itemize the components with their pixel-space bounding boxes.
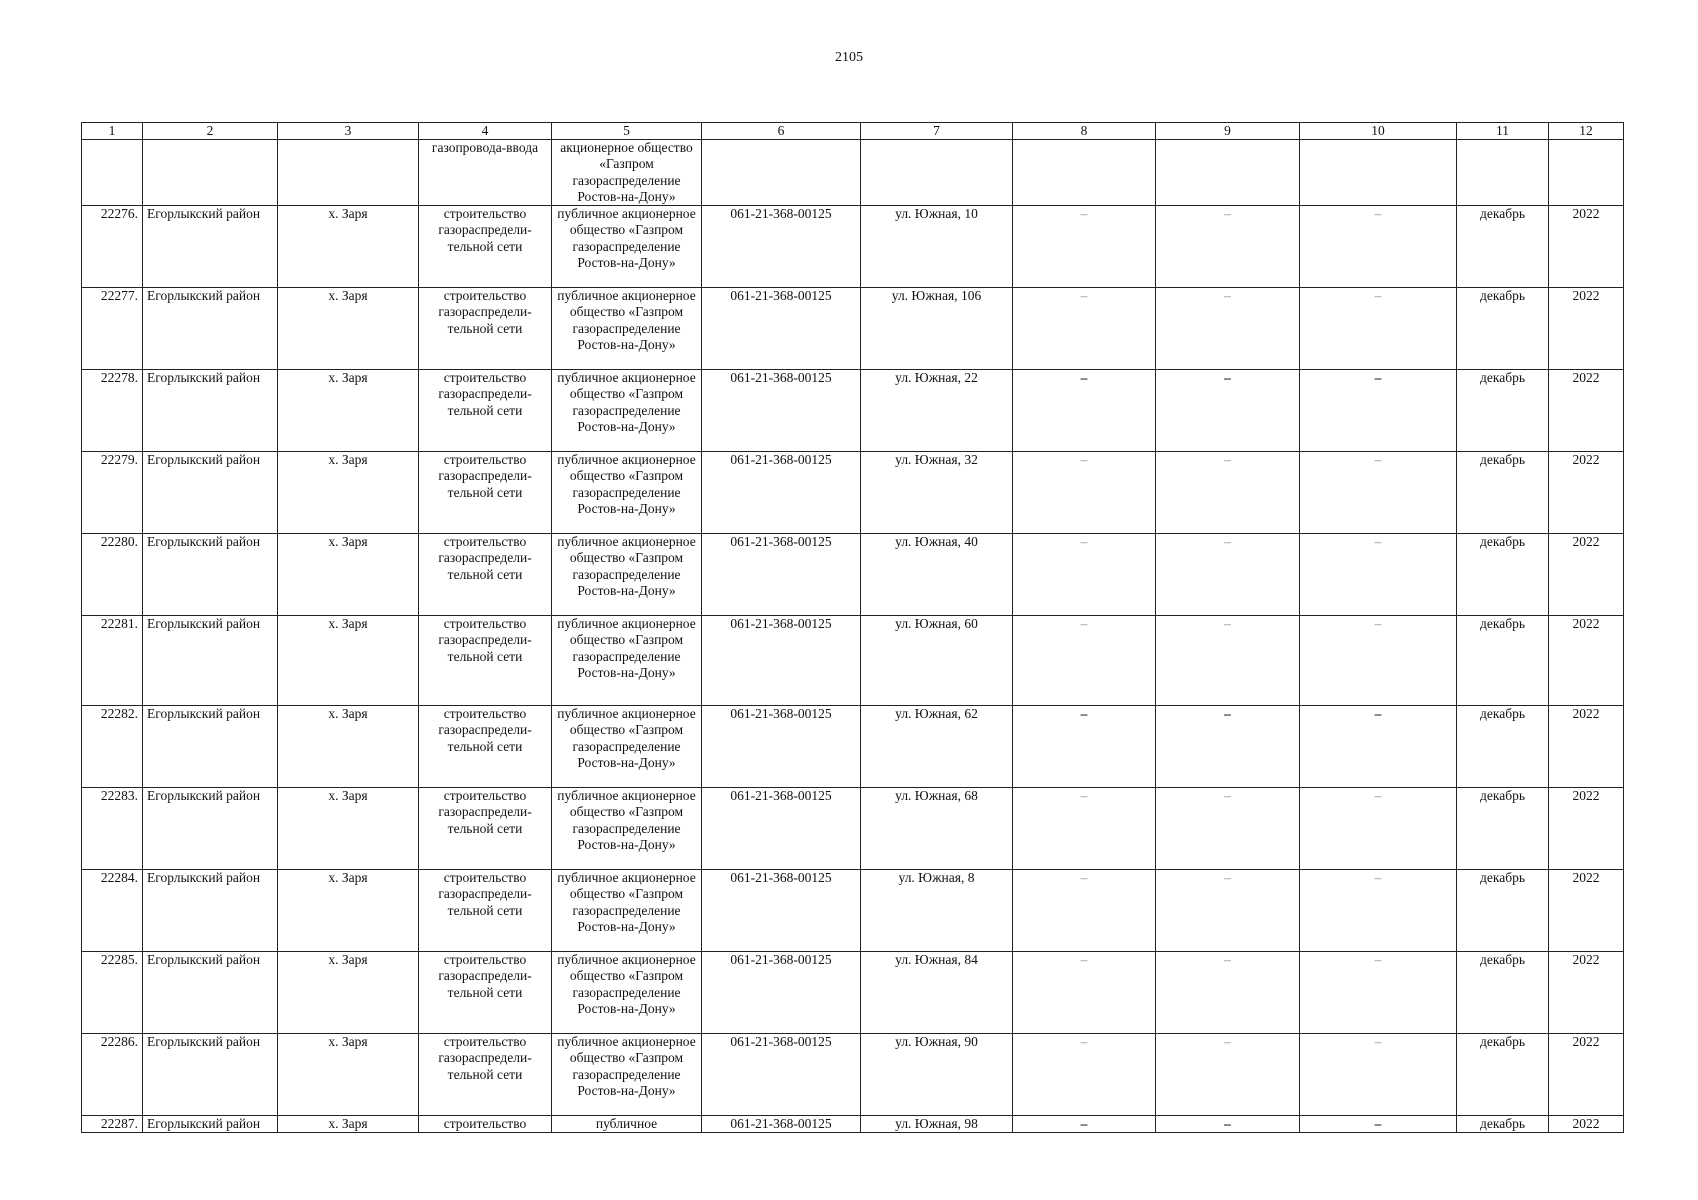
dash-cell xyxy=(1013,1034,1156,1116)
row-number-cell: 22281. xyxy=(82,616,143,706)
dash-mark: – xyxy=(1224,1116,1231,1132)
dash-cell xyxy=(1300,534,1457,616)
permit-number-cell: 061-21-368-00125 xyxy=(702,616,861,706)
dash-mark: – xyxy=(1224,452,1231,468)
dash-mark: – xyxy=(1080,1116,1088,1132)
table-cell xyxy=(278,140,419,206)
column-header: 10 xyxy=(1300,123,1457,140)
address-cell: ул. Южная, 22 xyxy=(861,370,1013,452)
month-cell: декабрь xyxy=(1457,1034,1549,1116)
table-row xyxy=(82,534,1624,616)
dash-mark: – xyxy=(1374,616,1382,632)
dash-mark: – xyxy=(1224,616,1231,632)
permit-number-cell: 061-21-368-00125 xyxy=(702,952,861,1034)
row-number-cell: 22283. xyxy=(82,788,143,870)
district-cell: Егорлыкский район xyxy=(143,534,278,616)
permit-number-cell: 061-21-368-00125 xyxy=(702,288,861,370)
month-cell: декабрь xyxy=(1457,452,1549,534)
year-cell: 2022 xyxy=(1549,706,1624,788)
organization-cell: публичное акционерное общество «Газпром газораспределение Ростов-на-Дону» xyxy=(552,288,702,370)
year-cell: 2022 xyxy=(1549,452,1624,534)
dash-cell xyxy=(1156,870,1300,952)
work-type-cell: строительство газораспредели-тельной сети xyxy=(419,706,552,788)
dash-mark: – xyxy=(1374,788,1382,804)
dash-cell xyxy=(1156,1116,1300,1133)
dash-mark: – xyxy=(1374,534,1382,550)
dash-cell xyxy=(1013,288,1156,370)
district-cell: Егорлыкский район xyxy=(143,952,278,1034)
dash-cell xyxy=(1013,616,1156,706)
district-cell: Егорлыкский район xyxy=(143,870,278,952)
dash-mark: – xyxy=(1224,206,1231,222)
dash-cell xyxy=(1300,952,1457,1034)
column-header: 9 xyxy=(1156,123,1300,140)
dash-mark: – xyxy=(1080,788,1088,804)
dash-cell xyxy=(1013,370,1156,452)
table-cell xyxy=(1457,140,1549,206)
dash-mark: – xyxy=(1080,616,1088,632)
work-type-cell: строительство газораспредели-тельной сети xyxy=(419,206,552,288)
table-cell xyxy=(1549,140,1624,206)
settlement-cell: х. Заря xyxy=(278,1116,419,1133)
settlement-cell: х. Заря xyxy=(278,870,419,952)
address-cell: ул. Южная, 62 xyxy=(861,706,1013,788)
year-cell: 2022 xyxy=(1549,534,1624,616)
address-cell: ул. Южная, 84 xyxy=(861,952,1013,1034)
dash-cell xyxy=(1013,452,1156,534)
permit-number-cell: 061-21-368-00125 xyxy=(702,870,861,952)
dash-cell xyxy=(1156,370,1300,452)
year-cell: 2022 xyxy=(1549,1116,1624,1133)
district-cell: Егорлыкский район xyxy=(143,452,278,534)
month-cell: декабрь xyxy=(1457,534,1549,616)
work-type-cell: строительство xyxy=(419,1116,552,1133)
table-cell xyxy=(143,140,278,206)
dash-cell xyxy=(1300,870,1457,952)
settlement-cell: х. Заря xyxy=(278,206,419,288)
settlement-cell: х. Заря xyxy=(278,452,419,534)
continuation-row xyxy=(82,140,1624,206)
dash-cell xyxy=(1013,706,1156,788)
table-cell xyxy=(82,140,143,206)
dash-cell xyxy=(1156,788,1300,870)
dash-cell xyxy=(1156,534,1300,616)
row-number-cell: 22278. xyxy=(82,370,143,452)
permit-number-cell: 061-21-368-00125 xyxy=(702,206,861,288)
column-header: 6 xyxy=(702,123,861,140)
work-type-cell: строительство газораспредели-тельной сети xyxy=(419,452,552,534)
dash-mark: – xyxy=(1080,870,1088,886)
district-cell: Егорлыкский район xyxy=(143,616,278,706)
dash-mark: – xyxy=(1224,370,1231,386)
dash-mark: – xyxy=(1374,370,1382,386)
dash-cell xyxy=(1300,370,1457,452)
organization-cell: публичное акционерное общество «Газпром газораспределение Ростов-на-Дону» xyxy=(552,370,702,452)
work-type-cell: строительство газораспредели-тельной сети xyxy=(419,288,552,370)
settlement-cell: х. Заря xyxy=(278,616,419,706)
table-row xyxy=(82,288,1624,370)
organization-cell: публичное акционерное общество «Газпром газораспределение Ростов-на-Дону» xyxy=(552,452,702,534)
organization-cell: публичное акционерное общество «Газпром газораспределение Ростов-на-Дону» xyxy=(552,534,702,616)
table-cell xyxy=(1013,140,1156,206)
column-header: 1 xyxy=(82,123,143,140)
dash-cell xyxy=(1300,1034,1457,1116)
table-cell xyxy=(1156,140,1300,206)
dash-cell xyxy=(1013,952,1156,1034)
year-cell: 2022 xyxy=(1549,616,1624,706)
settlement-cell: х. Заря xyxy=(278,952,419,1034)
organization-cell: публичное акционерное общество «Газпром газораспределение Ростов-на-Дону» xyxy=(552,616,702,706)
dash-cell xyxy=(1156,616,1300,706)
dash-mark: – xyxy=(1224,288,1231,304)
table-cell xyxy=(861,140,1013,206)
dash-cell xyxy=(1013,870,1156,952)
dash-cell xyxy=(1300,288,1457,370)
district-cell: Егорлыкский район xyxy=(143,788,278,870)
address-cell: ул. Южная, 68 xyxy=(861,788,1013,870)
dash-cell xyxy=(1156,952,1300,1034)
dash-cell xyxy=(1156,452,1300,534)
row-number-cell: 22285. xyxy=(82,952,143,1034)
column-header: 5 xyxy=(552,123,702,140)
address-cell: ул. Южная, 10 xyxy=(861,206,1013,288)
dash-mark: – xyxy=(1080,370,1088,386)
month-cell: декабрь xyxy=(1457,206,1549,288)
table-cell xyxy=(1300,140,1457,206)
table-row xyxy=(82,1116,1624,1133)
dash-mark: – xyxy=(1374,206,1382,222)
address-cell: ул. Южная, 32 xyxy=(861,452,1013,534)
address-cell: ул. Южная, 90 xyxy=(861,1034,1013,1116)
work-type-cell: строительство газораспредели-тельной сети xyxy=(419,788,552,870)
dash-mark: – xyxy=(1080,288,1088,304)
work-type-cell: строительство газораспредели-тельной сети xyxy=(419,952,552,1034)
page-number: 2105 xyxy=(835,50,863,65)
dash-mark: – xyxy=(1224,1034,1231,1050)
column-header: 11 xyxy=(1457,123,1549,140)
settlement-cell: х. Заря xyxy=(278,288,419,370)
year-cell: 2022 xyxy=(1549,288,1624,370)
row-number-cell: 22287. xyxy=(82,1116,143,1133)
dash-mark: – xyxy=(1374,1034,1382,1050)
work-type-cell: строительство газораспредели-тельной сети xyxy=(419,616,552,706)
column-header: 7 xyxy=(861,123,1013,140)
dash-cell xyxy=(1013,1116,1156,1133)
table-row xyxy=(82,1034,1624,1116)
work-type-cell: строительство газораспредели-тельной сети xyxy=(419,534,552,616)
permit-number-cell: 061-21-368-00125 xyxy=(702,706,861,788)
column-header: 12 xyxy=(1549,123,1624,140)
document-table xyxy=(81,122,1624,1133)
organization-cell: публичное акционерное общество «Газпром газораспределение Ростов-на-Дону» xyxy=(552,1034,702,1116)
month-cell: декабрь xyxy=(1457,616,1549,706)
dash-mark: – xyxy=(1080,706,1088,722)
dash-mark: – xyxy=(1080,452,1088,468)
dash-cell xyxy=(1013,788,1156,870)
column-header: 3 xyxy=(278,123,419,140)
month-cell: декабрь xyxy=(1457,788,1549,870)
dash-cell xyxy=(1300,616,1457,706)
month-cell: декабрь xyxy=(1457,706,1549,788)
organization-cell: публичное акционерное общество «Газпром газораспределение Ростов-на-Дону» xyxy=(552,788,702,870)
dash-mark: – xyxy=(1224,788,1231,804)
year-cell: 2022 xyxy=(1549,206,1624,288)
district-cell: Егорлыкский район xyxy=(143,370,278,452)
organization-cell: публичное xyxy=(552,1116,702,1133)
column-header: 4 xyxy=(419,123,552,140)
row-number-cell: 22282. xyxy=(82,706,143,788)
dash-cell xyxy=(1013,206,1156,288)
dash-mark: – xyxy=(1374,706,1382,722)
dash-mark: – xyxy=(1374,288,1382,304)
row-number-cell: 22279. xyxy=(82,452,143,534)
dash-mark: – xyxy=(1224,870,1231,886)
table-cell xyxy=(702,140,861,206)
dash-mark: – xyxy=(1224,952,1231,968)
organization-cell: публичное акционерное общество «Газпром газораспределение Ростов-на-Дону» xyxy=(552,206,702,288)
organization-cell: публичное акционерное общество «Газпром газораспределение Ростов-на-Дону» xyxy=(552,870,702,952)
dash-mark: – xyxy=(1374,452,1382,468)
dash-cell xyxy=(1156,706,1300,788)
table-row xyxy=(82,206,1624,288)
row-number-cell: 22280. xyxy=(82,534,143,616)
dash-mark: – xyxy=(1224,534,1231,550)
permit-number-cell: 061-21-368-00125 xyxy=(702,788,861,870)
settlement-cell: х. Заря xyxy=(278,706,419,788)
table-row xyxy=(82,452,1624,534)
column-header: 8 xyxy=(1013,123,1156,140)
dash-mark: – xyxy=(1374,870,1382,886)
district-cell: Егорлыкский район xyxy=(143,288,278,370)
table-row xyxy=(82,788,1624,870)
dash-cell xyxy=(1300,706,1457,788)
year-cell: 2022 xyxy=(1549,1034,1624,1116)
column-header-row xyxy=(82,123,1624,140)
work-type-cell: строительство газораспредели-тельной сети xyxy=(419,1034,552,1116)
row-number-cell: 22286. xyxy=(82,1034,143,1116)
month-cell: декабрь xyxy=(1457,288,1549,370)
table-row xyxy=(82,370,1624,452)
settlement-cell: х. Заря xyxy=(278,370,419,452)
address-cell: ул. Южная, 60 xyxy=(861,616,1013,706)
dash-mark: – xyxy=(1224,706,1231,722)
dash-cell xyxy=(1156,1034,1300,1116)
row-number-cell: 22284. xyxy=(82,870,143,952)
month-cell: декабрь xyxy=(1457,952,1549,1034)
dash-cell xyxy=(1156,288,1300,370)
district-cell: Егорлыкский район xyxy=(143,1116,278,1133)
table-row xyxy=(82,616,1624,706)
row-number-cell: 22277. xyxy=(82,288,143,370)
table-row xyxy=(82,952,1624,1034)
year-cell: 2022 xyxy=(1549,370,1624,452)
dash-mark: – xyxy=(1374,952,1382,968)
month-cell: декабрь xyxy=(1457,1116,1549,1133)
organization-cell: публичное акционерное общество «Газпром газораспределение Ростов-на-Дону» xyxy=(552,706,702,788)
year-cell: 2022 xyxy=(1549,952,1624,1034)
month-cell: декабрь xyxy=(1457,870,1549,952)
table-row xyxy=(82,706,1624,788)
dash-mark: – xyxy=(1080,534,1088,550)
organization-cell: публичное акционерное общество «Газпром газораспределение Ростов-на-Дону» xyxy=(552,952,702,1034)
work-type-cell: газопровода-ввода xyxy=(419,140,552,206)
dash-mark: – xyxy=(1080,206,1088,222)
dash-cell xyxy=(1013,534,1156,616)
settlement-cell: х. Заря xyxy=(278,788,419,870)
dash-cell xyxy=(1300,1116,1457,1133)
table-body xyxy=(82,206,1624,1133)
permit-number-cell: 061-21-368-00125 xyxy=(702,370,861,452)
address-cell: ул. Южная, 8 xyxy=(861,870,1013,952)
settlement-cell: х. Заря xyxy=(278,534,419,616)
dash-cell xyxy=(1300,452,1457,534)
work-type-cell: строительство газораспредели-тельной сети xyxy=(419,870,552,952)
permit-number-cell: 061-21-368-00125 xyxy=(702,1034,861,1116)
permit-number-cell: 061-21-368-00125 xyxy=(702,534,861,616)
district-cell: Егорлыкский район xyxy=(143,206,278,288)
dash-mark: – xyxy=(1080,952,1088,968)
dash-mark: – xyxy=(1080,1034,1088,1050)
column-header: 2 xyxy=(143,123,278,140)
work-type-cell: строительство газораспредели-тельной сети xyxy=(419,370,552,452)
year-cell: 2022 xyxy=(1549,788,1624,870)
row-number-cell: 22276. xyxy=(82,206,143,288)
organization-cell: акционерное общество «Газпром газораспределение Ростов-на-Дону» xyxy=(552,140,702,206)
dash-cell xyxy=(1300,206,1457,288)
address-cell: ул. Южная, 40 xyxy=(861,534,1013,616)
month-cell: декабрь xyxy=(1457,370,1549,452)
dash-cell xyxy=(1300,788,1457,870)
dash-cell xyxy=(1156,206,1300,288)
district-cell: Егорлыкский район xyxy=(143,706,278,788)
permit-number-cell: 061-21-368-00125 xyxy=(702,452,861,534)
table-row xyxy=(82,870,1624,952)
address-cell: ул. Южная, 106 xyxy=(861,288,1013,370)
district-cell: Егорлыкский район xyxy=(143,1034,278,1116)
permit-number-cell: 061-21-368-00125 xyxy=(702,1116,861,1133)
address-cell: ул. Южная, 98 xyxy=(861,1116,1013,1133)
dash-mark: – xyxy=(1374,1116,1382,1132)
settlement-cell: х. Заря xyxy=(278,1034,419,1116)
year-cell: 2022 xyxy=(1549,870,1624,952)
